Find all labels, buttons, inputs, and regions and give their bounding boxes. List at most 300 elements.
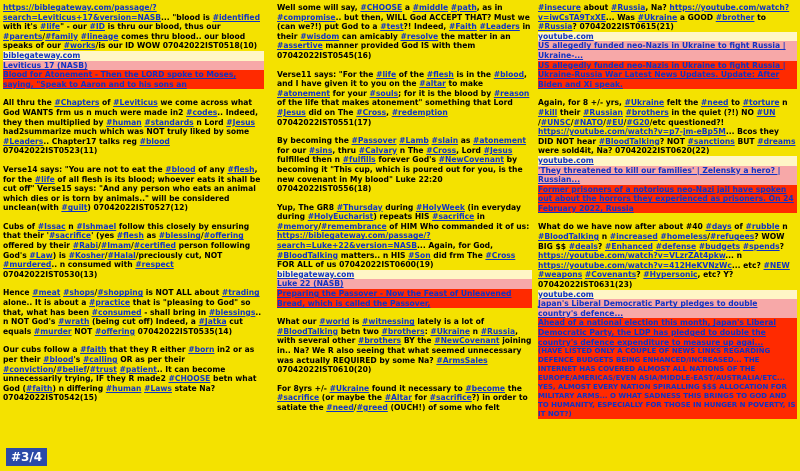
text-run: , as in xyxy=(476,3,503,12)
url-link[interactable]: https://biblegateway.com/passage/?search=Leviticus+17&version=NASB xyxy=(3,3,162,22)
hashtag-link[interactable]: #respect xyxy=(135,260,174,270)
text-run: ... Bcos they DID NOT hear xyxy=(538,127,779,146)
hashtag-link[interactable]: #kill xyxy=(538,107,558,117)
text-run: joining in.. Na? We R also seeing that what seemed unnecessary was actually REQUIRED by some Na? xyxy=(277,336,532,365)
text-run: Well some will say, xyxy=(277,3,361,12)
text-run: betn what God ( xyxy=(3,374,257,393)
text-run: /preciously cut, NOT xyxy=(135,250,223,260)
hashtag-link[interactable]: #rubble xyxy=(745,222,780,232)
hashtag-link[interactable]: #offering xyxy=(94,326,136,336)
hashtag-link[interactable]: #Cross xyxy=(356,107,387,117)
text-run: /is our ID WOW 07042022IST0518(10) xyxy=(95,41,258,51)
hashtag-link[interactable]: #resolve xyxy=(400,31,439,41)
text-run: ' (yes xyxy=(91,231,117,241)
hashtag-link[interactable]: #UN xyxy=(756,107,776,117)
text-run: 07042022IST0551(17) xyxy=(277,117,372,127)
hashtag-link[interactable]: #shopping xyxy=(97,288,144,298)
text-run: What do we have now after about #40 xyxy=(538,222,706,232)
hashtag-link[interactable]: #budgets xyxy=(698,241,741,251)
link-card-caption[interactable]: US allegedly funded neo-Nazis in Ukraine to fight Russia | Ukraine-Russia War Latest News Updates. Update: After Biden and Xi speak. xyxy=(538,61,797,90)
hashtag-link[interactable]: #Lamb xyxy=(399,136,429,146)
hashtag-link[interactable]: #human xyxy=(106,117,142,127)
link-card-site[interactable]: youtube.com xyxy=(538,156,797,166)
text-run: 07042022IST0523(11) xyxy=(3,146,98,156)
hashtag-link[interactable]: #ID xyxy=(89,22,105,32)
post-paragraph xyxy=(3,98,264,156)
hashtag-link[interactable]: #works xyxy=(63,41,96,51)
text-run: lately is a lot of xyxy=(414,317,485,327)
hashtag-link[interactable]: #altar xyxy=(419,79,446,89)
hashtag-link[interactable]: #Chapters xyxy=(54,98,100,108)
hashtag-link[interactable]: #guilt xyxy=(61,203,88,213)
hashtag-link[interactable]: #certified xyxy=(133,241,176,251)
text-run: (OUCH!) of some who felt xyxy=(387,402,500,412)
text-run: ?! Indeed, xyxy=(403,22,449,32)
hashtag-link[interactable]: #Leaders xyxy=(3,136,44,146)
text-run: n xyxy=(599,232,610,242)
hashtag-link[interactable]: #Faith xyxy=(448,22,477,32)
text-run: of xyxy=(731,222,746,232)
hashtag-link[interactable]: #consumed xyxy=(91,307,142,317)
text-run: ... n xyxy=(725,251,742,261)
text-run: 's xyxy=(73,355,83,364)
defence-budget-note: (HAVE LISTED ONLY A COUPLE OF NEWS LINKS REGARDING DEFENCE BUDGETS BEING ENHANCED/INCREASED... THE INTERNET HAS COVERED ALMOST ALL NATIONS OF THE EUROPE/AMERICAS/EVEN ASIA/MIDDLE-EAST/AUSTRALIA/ETC... YES, ALMOST EVERY NATION SPIRALLING $$$ ALLOCATION FOR MILITARY ARMS... O WHAT SADNESS THIS BRINGS TO GOD AND TO HUMANITY, ESPECIALLY FOR THOSE IN HUNGER N POVERTY, IS IT NOT?) xyxy=(538,347,796,419)
hashtag-link[interactable]: #trust xyxy=(89,364,117,374)
text-run: .. n consumed with xyxy=(51,260,136,270)
hashtag-link[interactable]: #trading xyxy=(221,288,260,298)
text-run: / xyxy=(104,250,108,260)
text-run: ?) in order to satiate the xyxy=(277,393,528,412)
hashtag-link[interactable]: #Halal xyxy=(107,250,136,260)
text-run: BUT xyxy=(734,136,758,146)
column-left xyxy=(3,3,264,403)
text-run: Our cubs follow a xyxy=(3,345,81,355)
text-run: / xyxy=(570,117,574,127)
hashtag-link[interactable]: #standards xyxy=(144,117,194,127)
hashtag-link[interactable]: #patient xyxy=(119,364,157,374)
url-link[interactable]: https://youtube.com/watch?v=p7-jm-eBp5M xyxy=(538,127,726,137)
hashtag-link[interactable]: #brothers xyxy=(625,107,669,117)
text-run: of HIM Who commanded it of us: xyxy=(386,221,530,231)
text-run: of the xyxy=(396,69,427,79)
text-run: n Lord xyxy=(193,117,227,127)
hashtag-link[interactable]: #Jatka xyxy=(198,317,227,327)
hashtag-link[interactable]: #blood xyxy=(43,355,74,364)
text-run: to xyxy=(728,98,743,108)
hashtag-link[interactable]: #atonement xyxy=(277,88,330,98)
hashtag-link[interactable]: #identified xyxy=(212,12,260,22)
hashtag-link[interactable]: #Jesus xyxy=(226,117,256,127)
hashtag-link[interactable]: #EU xyxy=(605,117,624,127)
hashtag-link[interactable]: #life xyxy=(34,174,55,184)
link-card-title[interactable]: US allegedly funded neo-Nazis in Ukraine to fight Russia | Ukraine-... xyxy=(538,41,797,60)
hashtag-link[interactable]: #parents xyxy=(3,31,43,41)
hashtag-link[interactable]: #Covenants xyxy=(584,270,637,280)
hashtag-link[interactable]: #need xyxy=(700,98,729,108)
url-link[interactable]: https://youtube.com/watch?v=412HeKVNzWc xyxy=(538,260,732,270)
hashtag-link[interactable]: #BloodTalking xyxy=(538,232,600,242)
link-card-title[interactable]: 'They threatened to kill our families' | Zelensky a hero? | Russian... xyxy=(538,166,797,185)
hashtag-link[interactable]: #sanctions xyxy=(687,136,735,146)
column-right xyxy=(538,3,797,419)
hashtag-link[interactable]: #G20 xyxy=(626,117,650,127)
text-run: 07042022IST0530(13) xyxy=(3,269,98,279)
hashtag-link[interactable]: #conviction xyxy=(3,364,54,374)
text-run: of xyxy=(99,98,114,108)
text-run: n The xyxy=(397,145,427,155)
text-run: is in the xyxy=(453,69,494,79)
hashtag-link[interactable]: #codes xyxy=(186,107,218,117)
hashtag-link[interactable]: #BloodTalking xyxy=(277,326,339,336)
hashtag-link[interactable]: #deals xyxy=(568,241,598,251)
text-run: , with several other xyxy=(277,326,518,346)
post-paragraph xyxy=(3,222,264,280)
hashtag-link[interactable]: #blood xyxy=(165,164,196,174)
text-run: / xyxy=(131,241,134,251)
url-link[interactable]: https://biblegateway.com/passage/?search=Luke+22&version=NASB xyxy=(277,231,431,251)
text-run: ... Again, for God, xyxy=(417,241,493,251)
text-run: ? xyxy=(779,241,785,251)
hashtag-link[interactable]: #spends xyxy=(742,241,780,251)
hashtag-link[interactable]: #witnessing xyxy=(362,317,415,327)
text-run: did on The xyxy=(305,107,357,117)
text-run: , Lord xyxy=(456,145,484,155)
text-run: 07042022IST0610(20) xyxy=(277,365,372,375)
text-run: / xyxy=(200,231,204,241)
text-run: NOT xyxy=(71,326,95,336)
link-card-site[interactable]: youtube.com xyxy=(538,290,797,300)
text-run: ) is xyxy=(52,250,69,260)
text-run: had2summarize much which was NOT truly liked by some xyxy=(3,127,250,137)
link-card-title[interactable]: Luke 22 (NASB) xyxy=(277,279,532,289)
hashtag-link[interactable]: #life xyxy=(40,22,61,32)
hashtag-link[interactable]: #brothers xyxy=(381,326,425,336)
text-run: n xyxy=(779,98,788,108)
post-paragraph xyxy=(3,288,264,336)
hashtag-link[interactable]: #defense xyxy=(655,241,697,251)
post-paragraph xyxy=(538,222,797,289)
text-run: state Na? 07042022IST0542(15) xyxy=(3,383,216,403)
post-paragraph xyxy=(3,345,264,403)
link-card-title[interactable]: Japan's Liberal Democratic Party pledges to double country's defence... xyxy=(538,299,797,318)
post-paragraph xyxy=(277,136,532,194)
hashtag-link[interactable]: #Ukraine xyxy=(329,383,370,393)
text-run: found it necessary to xyxy=(369,383,466,393)
text-run: / xyxy=(94,288,98,298)
text-run: is NOT ALL about xyxy=(143,288,222,298)
text-run: in their xyxy=(277,22,531,41)
hashtag-link[interactable]: #Law xyxy=(29,250,53,260)
text-run: ) 07042022IST0527(12) xyxy=(87,203,188,213)
hashtag-link[interactable]: #practice xyxy=(89,298,131,308)
text-run: can amicably xyxy=(339,31,401,41)
text-run: / xyxy=(42,31,46,41)
text-run: their xyxy=(557,107,584,117)
column-middle xyxy=(277,3,532,413)
text-run: of all flesh is its blood; whoever eats it shall be cut off" Verse15 says: "And any person who eats an animal which dies or is torn by animals.." will be considered unclean(with xyxy=(3,174,261,213)
text-run: .. It can become unnecessarily trying, IF they R made2 xyxy=(3,364,226,384)
hashtag-link[interactable]: #Russia xyxy=(610,3,646,12)
hashtag-link[interactable]: #Jesus xyxy=(483,145,513,155)
text-run: .. Indeed, they then multiplied by xyxy=(3,107,258,127)
link-card-site[interactable]: biblegateway.com xyxy=(277,270,532,280)
text-run: / xyxy=(53,364,57,374)
hashtag-link[interactable]: #remembrance xyxy=(321,221,387,231)
text-run: / xyxy=(538,117,541,127)
hashtag-link[interactable]: #lineage xyxy=(80,31,119,41)
text-run: forever God's xyxy=(375,155,439,165)
text-run: n xyxy=(469,326,481,336)
hashtag-link[interactable]: #path xyxy=(450,3,477,12)
hashtag-link[interactable]: #Leviticus xyxy=(113,98,158,108)
hashtag-link[interactable]: #middle xyxy=(412,3,449,12)
text-run: for our xyxy=(277,145,309,155)
post-paragraph xyxy=(538,98,797,156)
link-card-caption[interactable]: Blood for Atonement - Then the LORD spoke to Moses, saying, "Speak to Aaron and to his sons an xyxy=(3,70,264,89)
hashtag-link[interactable]: #souls xyxy=(369,88,399,98)
hashtag-link[interactable]: #NATO xyxy=(573,117,604,127)
text-run: (being cut off) Indeed, a xyxy=(89,317,199,327)
hashtag-link[interactable]: #need xyxy=(326,402,354,412)
text-run: by becoming it "This cup, which is poured out for you, is the new covenant in My blood" Luke 22:20 07042022IST0556(18) xyxy=(277,155,523,194)
text-run: felt the xyxy=(664,98,701,108)
text-run: of the life that makes atonement" something that Lord xyxy=(277,98,513,108)
link-card-caption[interactable]: Ahead of a national election this month, Japan's Liberal Democratic Party, the LDP has pledged to double the country's defence expenditure to measure up agai... xyxy=(538,318,797,347)
hashtag-link[interactable]: #Ukraine xyxy=(637,12,678,22)
hashtag-link[interactable]: #sacrifice xyxy=(429,393,472,403)
text-run: a GOOD xyxy=(677,12,716,22)
hashtag-link[interactable]: #increased xyxy=(609,232,658,242)
hashtag-link[interactable]: #faith xyxy=(26,383,53,393)
hashtag-link[interactable]: #wisdom xyxy=(300,31,340,41)
hashtag-link[interactable]: #Cross xyxy=(426,145,457,155)
hashtag-link[interactable]: #Kosher xyxy=(68,250,105,260)
text-run: comes thru blood.. our blood speaks of our xyxy=(3,31,246,51)
hashtag-link[interactable]: #assertive xyxy=(277,41,323,51)
hashtag-link[interactable]: #Russian xyxy=(583,107,623,117)
hashtag-link[interactable]: #blood xyxy=(493,69,525,79)
hashtag-link[interactable]: #insecure xyxy=(538,3,581,12)
text-run: " - our xyxy=(60,22,90,32)
hashtag-link[interactable]: #born xyxy=(188,345,215,355)
text-run: ? NOT xyxy=(659,136,688,146)
hashtag-link[interactable]: #test xyxy=(380,22,404,32)
text-run: /etc questioned?! xyxy=(649,117,725,127)
hashtag-link[interactable]: #Leaders xyxy=(479,22,520,32)
hashtag-link[interactable]: #weapons xyxy=(538,270,583,280)
text-run: ? 07042022IST0615(21) xyxy=(572,22,674,32)
hashtag-link[interactable]: #Son xyxy=(408,250,431,260)
hashtag-link[interactable]: #UNSC xyxy=(540,117,571,127)
hashtag-link[interactable]: #blessing xyxy=(158,231,201,241)
hashtag-link[interactable]: #Russia xyxy=(538,22,573,32)
hashtag-link[interactable]: #shops xyxy=(63,288,95,298)
link-card-site[interactable]: biblegateway.com xyxy=(3,51,264,61)
text-run: to make xyxy=(445,79,483,89)
text-run: / xyxy=(353,402,357,412)
text-run: 07042022IST0535(14) xyxy=(135,326,233,336)
text-run: ? xyxy=(597,241,605,251)
hashtag-link[interactable]: #Russia xyxy=(480,326,516,336)
hashtag-link[interactable]: #murdered xyxy=(3,260,52,270)
hashtag-link[interactable]: #Hypersonic xyxy=(643,270,698,280)
text-run: .. n NOT God's xyxy=(3,307,262,327)
text-run: that is "pleasing to God" so that, what has been xyxy=(3,298,251,317)
text-run: is xyxy=(349,317,363,327)
hashtag-link[interactable]: #flesh xyxy=(227,164,255,174)
hashtag-link[interactable]: #NewCovenant xyxy=(438,155,504,165)
hashtag-link[interactable]: #homeless xyxy=(660,232,708,242)
hashtag-link[interactable]: #Altar xyxy=(384,393,413,403)
hashtag-link[interactable]: #faith xyxy=(80,345,107,355)
hashtag-link[interactable]: #atonement xyxy=(473,136,527,146)
hashtag-link[interactable]: #refugees xyxy=(710,232,755,242)
text-run: / xyxy=(603,117,606,127)
text-run: Yup, The GR8 xyxy=(277,202,337,212)
hashtag-link[interactable]: #meat xyxy=(32,288,61,298)
hashtag-link[interactable]: #brothers xyxy=(357,336,402,346)
hashtag-link[interactable]: #NEW xyxy=(763,260,790,270)
hashtag-link[interactable]: #life xyxy=(376,69,397,79)
hashtag-link[interactable]: #offering xyxy=(203,231,244,241)
hashtag-link[interactable]: #Ukraine xyxy=(624,98,665,108)
text-run: the matter in an xyxy=(438,31,511,41)
hashtag-link[interactable]: #HolyEucharist xyxy=(307,212,374,222)
hashtag-link[interactable]: #compromise xyxy=(277,12,336,22)
url-link[interactable]: https://youtube.com/watch?v=iwCsTA9TxXE xyxy=(538,3,790,22)
hashtag-link[interactable]: #fulfills xyxy=(342,155,376,165)
text-run: is thru our blood, thus our xyxy=(104,22,221,32)
text-run: BY the xyxy=(401,336,435,346)
hashtag-link[interactable]: #redemption xyxy=(391,107,448,117)
hashtag-link[interactable]: #reason xyxy=(493,88,530,98)
post-paragraph xyxy=(3,165,264,213)
hashtag-link[interactable]: #brother xyxy=(715,12,755,22)
text-run: alone.. It is about a xyxy=(3,298,90,308)
hashtag-link[interactable]: #Passover xyxy=(351,136,397,146)
text-run: were sold4it, Na? 07042022IST0620(22) xyxy=(538,146,710,156)
hashtag-link[interactable]: #Rabi xyxy=(72,241,99,251)
text-run: we come across what God WANTS frm us n much were made in2 xyxy=(3,98,253,117)
hashtag-link[interactable]: #blessings xyxy=(208,307,256,317)
hashtag-link[interactable]: #greed xyxy=(356,402,388,412)
hashtag-link[interactable]: #HolyWeek xyxy=(415,202,465,212)
text-run: FOR ALL of us 07042022IST0600(19) xyxy=(277,260,434,270)
hashtag-link[interactable]: #human xyxy=(105,383,142,393)
page-number-badge: #3/4 xyxy=(6,448,47,466)
hashtag-link[interactable]: #NewCovenant xyxy=(434,336,500,346)
text-run: , Na? xyxy=(645,3,670,12)
hashtag-link[interactable]: #Imam xyxy=(100,241,131,251)
link-card-site[interactable]: youtube.com xyxy=(538,32,797,42)
hashtag-link[interactable]: #Issac xyxy=(37,221,66,231)
text-run: in2 or as per their xyxy=(3,345,255,364)
text-run: , xyxy=(386,107,392,117)
post-paragraph xyxy=(277,203,532,270)
text-run: ... etc? xyxy=(731,260,764,270)
text-run: ... "blood is xyxy=(161,12,213,22)
text-run: of any xyxy=(195,164,228,174)
hashtag-link[interactable]: #blood xyxy=(139,136,170,146)
text-run: cut equals xyxy=(3,317,243,336)
text-run: n xyxy=(65,221,77,231)
hashtag-link[interactable]: #CHOOSE xyxy=(360,3,403,12)
hashtag-link[interactable]: #slain xyxy=(431,136,459,146)
hashtag-link[interactable]: #Laws xyxy=(144,383,172,393)
text-run: with it's xyxy=(3,22,41,32)
url-link[interactable]: https://youtube.com/watch?v=VLzrZAt4pkw xyxy=(538,251,726,261)
hashtag-link[interactable]: #family xyxy=(45,31,79,41)
text-run: ... Was xyxy=(605,12,638,22)
hashtag-link[interactable]: #CHOOSE xyxy=(168,374,211,384)
text-run: follow this closely by ensuring that their ' xyxy=(3,221,250,241)
hashtag-link[interactable]: #calling xyxy=(82,355,118,364)
hashtag-link[interactable]: #dreams xyxy=(757,136,796,146)
hashtag-link[interactable]: #memory xyxy=(277,221,319,231)
hashtag-link[interactable]: #become xyxy=(465,383,506,393)
text-run: as xyxy=(143,231,159,241)
hashtag-link[interactable]: #Cross xyxy=(485,250,516,260)
text-run: , etc? Y? 07042022IST0631(23) xyxy=(538,270,734,290)
text-run: .. but then, WILL God ACCEPT THAT? Must we (can we?!) put God to a xyxy=(277,12,530,32)
hashtag-link[interactable]: #Ukraine xyxy=(430,326,470,336)
text-run: / xyxy=(86,364,90,374)
hashtag-link[interactable]: #BloodTalking xyxy=(598,136,660,146)
hashtag-link[interactable]: #ArmsSales xyxy=(436,355,488,365)
hashtag-link[interactable]: #days xyxy=(705,222,732,232)
text-run: offered by their xyxy=(3,241,73,251)
hashtag-link[interactable]: #Thursday xyxy=(336,202,383,212)
post-paragraph xyxy=(277,70,532,128)
text-run: / xyxy=(318,221,322,231)
text-run: to xyxy=(754,12,766,22)
hashtag-link[interactable]: #sacrifice xyxy=(432,212,475,222)
text-run: ? WOW BIG $$ xyxy=(538,232,785,251)
link-card-caption[interactable]: Former prisoners of a notorious neo-Nazi jail have spoken out about the horrors they experienced as prisoners. On 24 February 2022, Russia xyxy=(538,185,797,214)
hashtag-link[interactable]: #Enhanced xyxy=(604,241,653,251)
hashtag-link[interactable]: #Calvary xyxy=(358,145,398,155)
link-card-title[interactable]: Leviticus 17 (NASB) xyxy=(3,61,264,71)
hashtag-link[interactable]: #world xyxy=(319,317,350,327)
hashtag-link[interactable]: #flesh xyxy=(116,231,144,241)
text-run: .. Chapter17 talks reg xyxy=(43,136,140,146)
text-run: Cubs of xyxy=(3,221,38,231)
hashtag-link[interactable]: #belief xyxy=(56,364,87,374)
post-paragraph xyxy=(277,317,532,375)
hashtag-link[interactable]: #murder xyxy=(33,326,72,336)
text-run: Hence xyxy=(3,288,33,298)
text-run: in the quiet (?!) NO xyxy=(668,107,757,117)
link-card-caption[interactable]: Preparing the Passover - Now the Feast of Unleavened Bread, which is called the Passover, xyxy=(277,289,532,308)
hashtag-link[interactable]: #sacrifice xyxy=(277,393,320,403)
text-run: as xyxy=(458,136,474,146)
text-run: What our xyxy=(277,317,320,327)
text-run: Verse11 says: "For the xyxy=(277,69,377,79)
hashtag-link[interactable]: #BloodTalking xyxy=(277,250,339,260)
text-run: did frm The xyxy=(430,250,486,260)
text-run: in xyxy=(474,212,485,222)
hashtag-link[interactable]: #torture xyxy=(742,98,780,108)
text-run: that they R either xyxy=(106,345,189,355)
hashtag-link[interactable]: #sins xyxy=(308,145,333,155)
text-run: betn two xyxy=(338,326,382,336)
hashtag-link[interactable]: #Ishmael xyxy=(76,221,117,231)
hashtag-link[interactable]: #wrath xyxy=(58,317,90,327)
post-paragraph xyxy=(538,3,797,32)
hashtag-link[interactable]: #flesh xyxy=(426,69,454,79)
hashtag-link[interactable]: #sacrifice xyxy=(48,231,92,241)
hashtag-link[interactable]: #Jesus xyxy=(277,107,306,117)
